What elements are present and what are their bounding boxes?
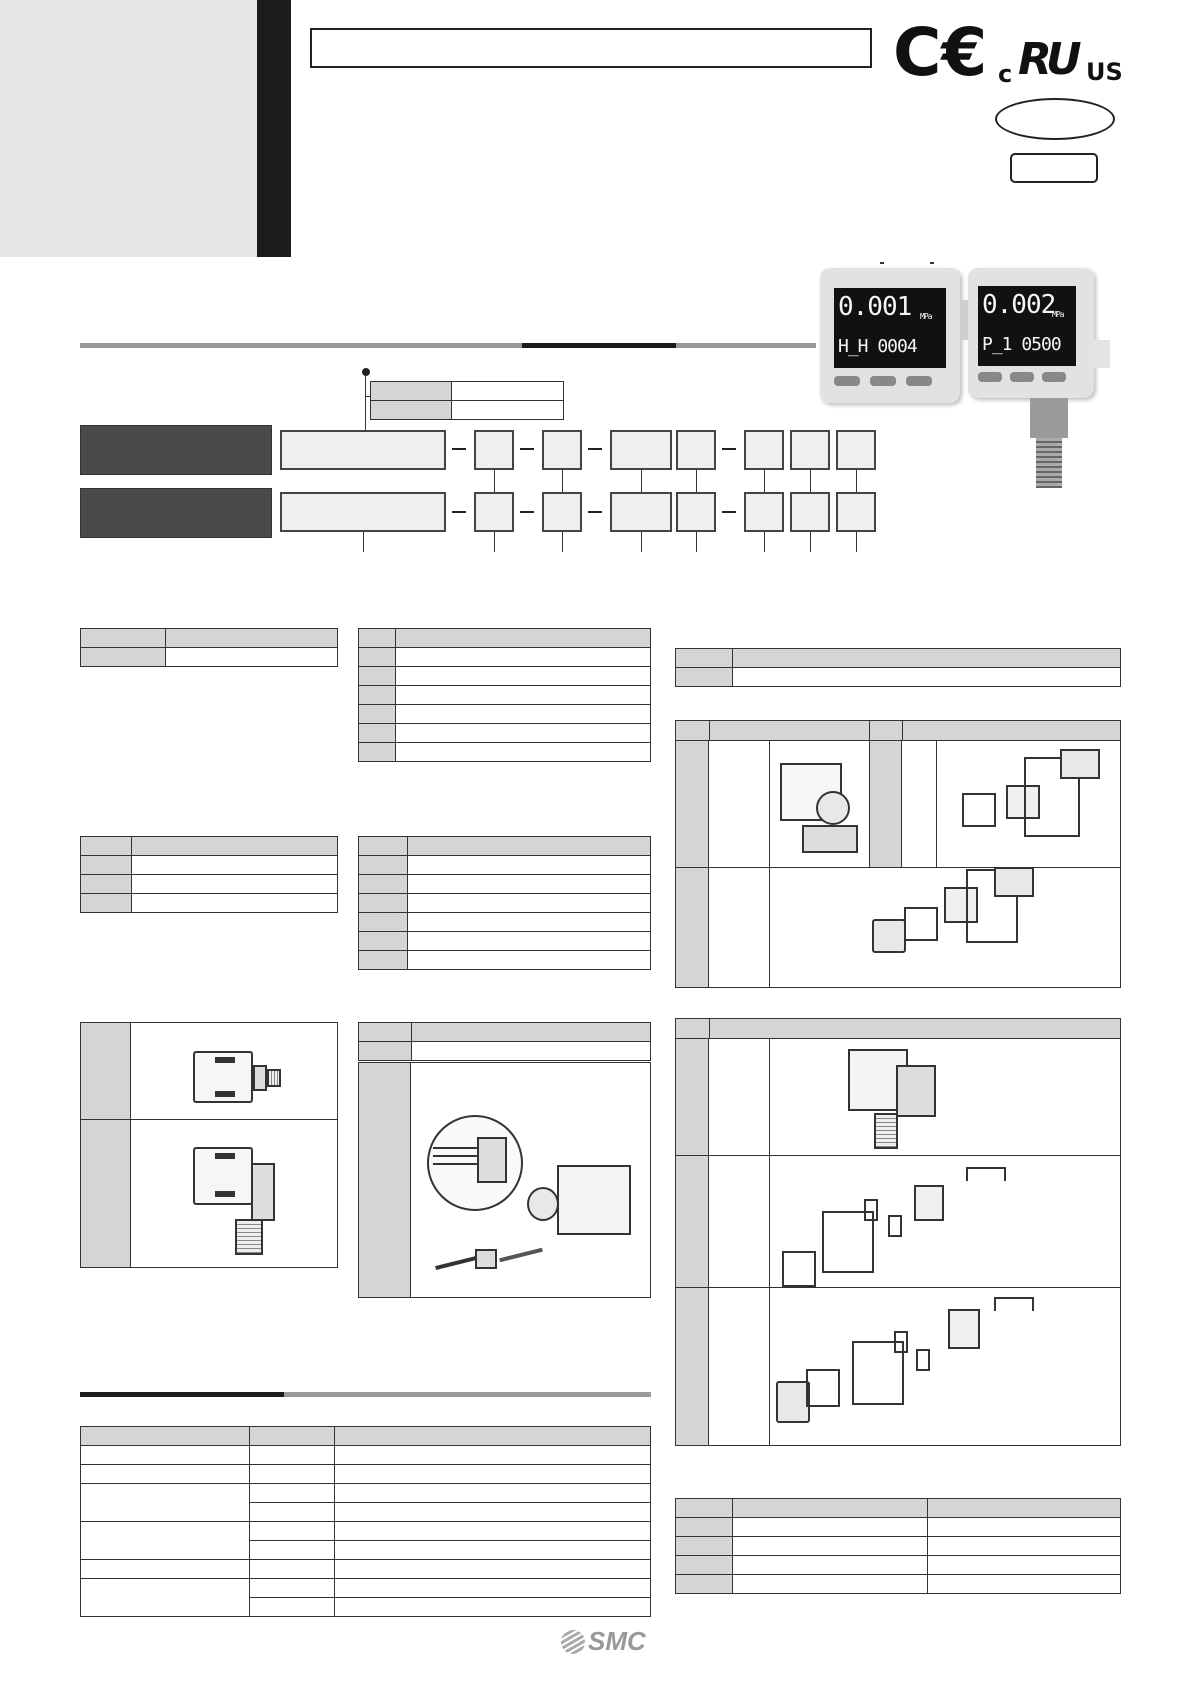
code-box	[676, 492, 716, 532]
clip-illustration	[994, 1297, 1034, 1311]
code-leader	[363, 532, 364, 552]
code-connector	[494, 470, 495, 492]
sensor-detail	[215, 1191, 235, 1197]
spec-table-b	[80, 836, 338, 913]
thread-illustration	[874, 1113, 898, 1149]
mounting-tab	[1094, 340, 1110, 368]
spec-table-d	[358, 836, 651, 970]
lead-wire-label-column	[359, 1063, 411, 1297]
piping-panel	[80, 1022, 338, 1268]
option-mini-table	[370, 381, 564, 420]
sensor-detail	[215, 1153, 235, 1159]
front-cover-illustration	[962, 793, 996, 827]
lead-wire-table	[358, 1022, 651, 1061]
code-dash	[452, 448, 466, 450]
ce-mark: C€	[893, 14, 988, 91]
code-leader	[856, 532, 857, 552]
header-black-bar	[257, 0, 291, 257]
code-box	[790, 430, 830, 470]
code-box	[474, 492, 514, 532]
smc-logo-icon	[561, 1630, 585, 1654]
oval-badge	[995, 98, 1115, 140]
code-box	[744, 430, 784, 470]
lcd-unit: MPa	[1052, 310, 1064, 319]
lcd-unit: MPa	[920, 312, 932, 321]
spec-table-f	[675, 1498, 1121, 1594]
clip-illustration	[966, 1167, 1006, 1181]
mount-name-column	[709, 741, 770, 987]
front-cover-illustration	[776, 1381, 810, 1423]
connector-detail-circle	[427, 1115, 523, 1211]
code-box	[744, 492, 784, 532]
code-box	[790, 492, 830, 532]
ul-mark: RU	[1018, 34, 1076, 85]
sensor-illustration	[948, 1309, 980, 1349]
screw-illustration	[916, 1349, 930, 1371]
connector-detail	[477, 1137, 507, 1183]
bracket-illustration	[802, 825, 858, 853]
photo-tick	[880, 262, 884, 264]
mount-label-column	[676, 741, 709, 987]
clip-illustration	[994, 867, 1034, 897]
section-rule	[676, 343, 816, 348]
title-box	[310, 28, 872, 68]
panel-adapter-illustration	[806, 1369, 840, 1407]
code-leader	[562, 532, 563, 552]
mount-label-column	[676, 1039, 709, 1445]
code-leader	[494, 532, 495, 552]
callout-line	[365, 376, 366, 433]
rounded-badge	[1010, 153, 1098, 183]
code-box-series	[280, 492, 446, 532]
sensor-elbow-illustration	[193, 1147, 253, 1205]
panel-divider	[676, 867, 1120, 868]
insertion-arrow	[499, 1248, 543, 1263]
lcd-sub-value: H_H 0004	[838, 336, 917, 357]
piping-label-column	[81, 1023, 131, 1267]
screw-illustration	[888, 1215, 902, 1237]
code-dash	[588, 511, 602, 513]
port-illustration	[816, 791, 850, 825]
lcd-display	[978, 286, 1076, 366]
mount-name-column	[902, 741, 937, 867]
code-connector	[764, 470, 765, 492]
wire	[433, 1163, 477, 1165]
code-dash	[452, 511, 466, 513]
panel-header	[676, 1019, 1120, 1039]
code-connector	[641, 470, 642, 492]
product-photo-right	[968, 268, 1094, 398]
lcd-main-value: 0.002	[982, 290, 1056, 320]
sensor-detail	[215, 1057, 235, 1063]
mounting-panel-b	[675, 1018, 1121, 1446]
code-leader	[810, 532, 811, 552]
code-leader	[696, 532, 697, 552]
lcd-display	[834, 288, 946, 368]
wire	[433, 1155, 477, 1157]
header-grey-block	[0, 0, 257, 257]
spec-table-g	[80, 1426, 651, 1617]
spec-table-a	[80, 628, 338, 667]
screw-illustration	[894, 1331, 908, 1353]
code-box	[474, 430, 514, 470]
code-box	[610, 492, 672, 532]
ul-us-mark: US	[1086, 58, 1123, 86]
connector-plug-illustration	[475, 1249, 497, 1269]
sensor-illustration	[914, 1185, 944, 1221]
fitting-illustration	[253, 1065, 267, 1091]
thread-illustration	[267, 1069, 281, 1087]
fitting-hex	[1030, 398, 1068, 438]
model-label-2	[80, 488, 272, 538]
code-box	[836, 492, 876, 532]
fitting-thread	[1036, 438, 1062, 488]
spec-table-c	[358, 628, 651, 762]
code-dash	[722, 448, 736, 450]
code-box	[676, 430, 716, 470]
code-dash	[722, 511, 736, 513]
panel-divider	[869, 741, 870, 867]
sensor-straight-illustration	[193, 1051, 253, 1103]
clip-illustration	[1060, 749, 1100, 779]
screw-illustration	[864, 1199, 878, 1221]
cable-illustration	[435, 1256, 477, 1270]
lead-wire-panel	[358, 1062, 651, 1298]
panel-divider	[869, 721, 870, 741]
panel-divider	[131, 1119, 337, 1120]
panel-divider	[676, 1155, 1120, 1156]
panel-divider	[81, 1119, 131, 1120]
down-button[interactable]	[906, 376, 932, 386]
mount-label-column	[869, 741, 902, 867]
up-button[interactable]	[834, 376, 860, 386]
code-box	[610, 430, 672, 470]
code-connector	[696, 470, 697, 492]
wire	[433, 1147, 477, 1149]
panel-divider	[709, 721, 710, 741]
code-connector	[810, 470, 811, 492]
thread-illustration	[235, 1219, 263, 1255]
spec-table-e	[675, 648, 1121, 687]
set-button[interactable]	[870, 376, 896, 386]
port-illustration	[527, 1187, 559, 1221]
sensor-detail	[215, 1091, 235, 1097]
panel-divider	[676, 1287, 1120, 1288]
ul-c-mark: c	[998, 60, 1013, 88]
elbow-fitting-illustration	[251, 1163, 275, 1221]
bracket-illustration	[896, 1065, 936, 1117]
section-rule	[284, 1392, 651, 1397]
panel-divider	[902, 721, 903, 741]
lcd-main-value: 0.001	[838, 292, 912, 322]
code-dash	[520, 511, 534, 513]
set-button[interactable]	[1010, 372, 1034, 382]
code-connector	[856, 470, 857, 492]
code-connector	[562, 470, 563, 492]
code-box	[542, 430, 582, 470]
callout-dot	[362, 368, 370, 376]
code-box	[836, 430, 876, 470]
front-cover-illustration	[872, 919, 906, 953]
lcd-sub-value: P_1 0500	[982, 334, 1061, 355]
code-leader	[641, 532, 642, 552]
code-dash	[588, 448, 602, 450]
smc-logo-text: SMC	[588, 1626, 646, 1656]
photo-tick	[930, 262, 934, 264]
section-rule-accent	[80, 1392, 284, 1397]
down-button[interactable]	[1042, 372, 1066, 382]
code-box-series	[280, 430, 446, 470]
code-leader	[764, 532, 765, 552]
code-box	[542, 492, 582, 532]
panel-adapter-illustration	[904, 907, 938, 941]
sensor-body-illustration	[557, 1165, 631, 1235]
up-button[interactable]	[978, 372, 1002, 382]
product-photo-left	[820, 268, 960, 403]
section-rule	[80, 343, 522, 348]
mounting-panel-a	[675, 720, 1121, 988]
panel-header	[676, 721, 1120, 741]
panel-adapter-illustration	[782, 1251, 816, 1287]
panel-divider	[709, 1019, 710, 1039]
code-dash	[520, 448, 534, 450]
model-label-1	[80, 425, 272, 475]
mount-name-column	[709, 1039, 770, 1445]
section-rule-accent	[522, 343, 676, 348]
